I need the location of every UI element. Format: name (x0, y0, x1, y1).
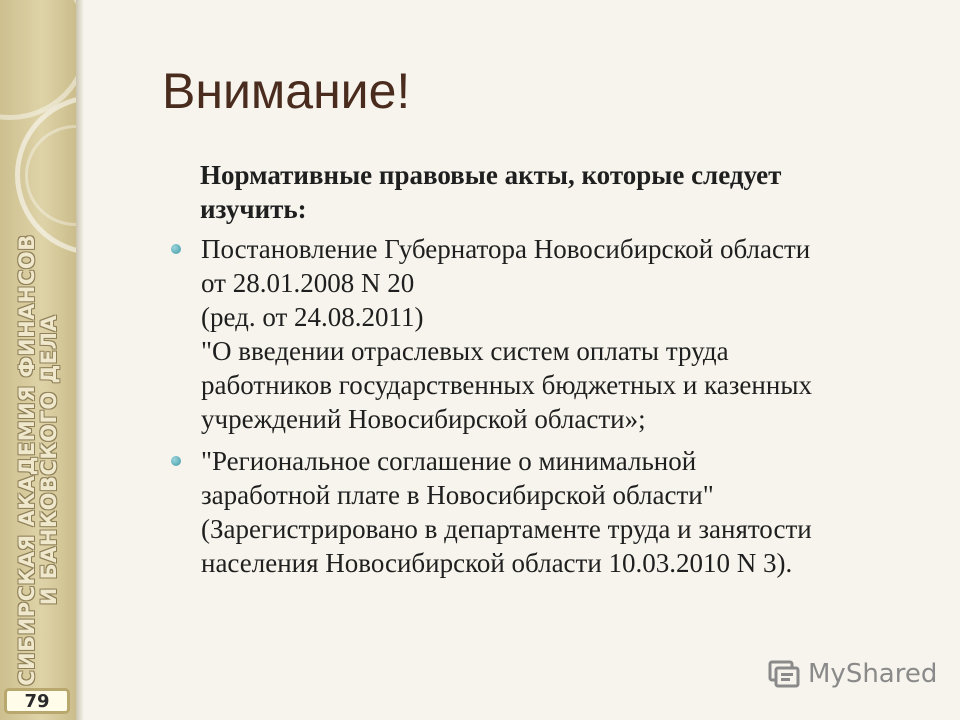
sidebar-shadow (76, 0, 84, 720)
list-item (160, 232, 935, 436)
list-item (160, 444, 935, 580)
list-item-line: заработной плате в Новосибирской области" (201, 480, 714, 510)
organization-name-line2: И БАНКОВСКОГО ДЕЛА (37, 314, 61, 606)
list-item-line: "О введении отраслевых систем оплаты труда (201, 336, 729, 366)
slide-content (160, 158, 935, 588)
watermark-text: MyShared (808, 659, 938, 689)
bullet-icon (171, 244, 181, 254)
list-item-line: населения Новосибирской области 10.03.2010 N 3). (201, 548, 793, 578)
list-item-line: (ред. от 24.08.2011) (201, 302, 424, 332)
intro-text (160, 158, 935, 226)
organization-name-line1: СИБИРСКАЯ АКАДЕМИЯ ФИНАНСОВ (15, 234, 39, 686)
list-item-line: (Зарегистрировано в департаменте труда и занятости (201, 514, 812, 544)
intro-line: изучить: (200, 194, 307, 224)
bullet-list (160, 232, 935, 580)
list-item-line: учреждений Новосибирской области»; (201, 404, 646, 434)
page-number: 79 (4, 688, 70, 714)
list-item-line: от 28.01.2008 N 20 (201, 268, 415, 298)
bullet-icon (171, 456, 181, 466)
slide-title: Внимание! (162, 63, 411, 119)
list-item-line: работников государственных бюджетных и казенных (201, 370, 812, 400)
myshared-logo-icon (768, 659, 802, 689)
sidebar (0, 0, 76, 720)
list-item-line: "Региональное соглашение о минимальной (201, 446, 697, 476)
organization-name (16, 234, 60, 686)
list-item-line: Постановление Губернатора Новосибирской области (201, 234, 811, 264)
intro-line: Нормативные правовые акты, которые следует (200, 160, 782, 190)
watermark[interactable] (768, 656, 937, 692)
